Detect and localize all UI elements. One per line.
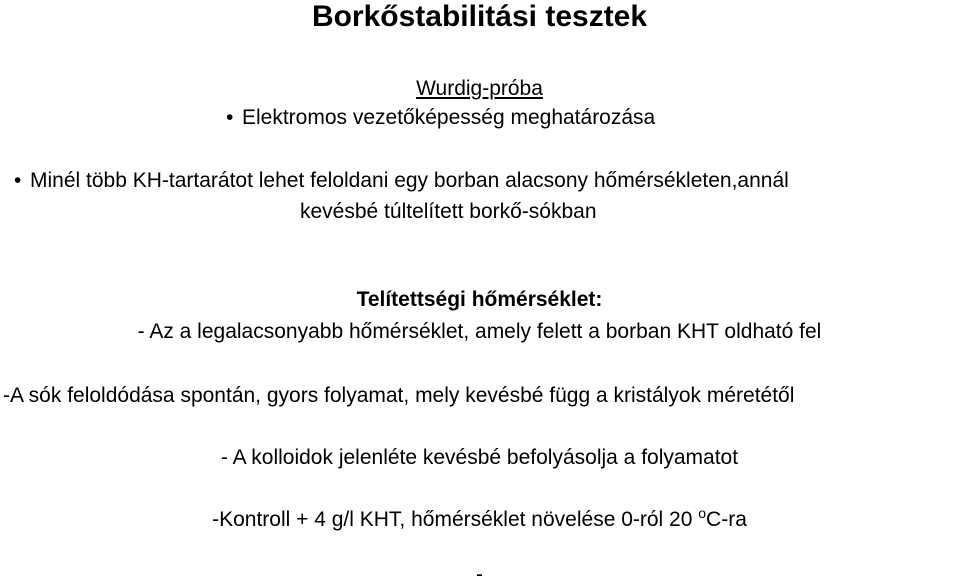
trailing-dash: - xyxy=(476,563,483,586)
text-line: -A sók feloldódása spontán, gyors folyamat, mely kevésbé függ a kristályok méretétől xyxy=(3,384,795,407)
bullet-item xyxy=(14,170,789,191)
section-heading: Telítettségi hőmérséklet: xyxy=(356,288,603,311)
bullet-icon: • xyxy=(14,169,22,192)
subtitle: Wurdig-próba xyxy=(416,77,543,100)
kontroll-prefix: -Kontroll + 4 g/l KHT, hőmérséklet növelése 0-ról 20 xyxy=(212,508,699,531)
bullet-continuation: kevésbé túltelített borkő-sókban xyxy=(300,200,597,223)
bullet-text: Elektromos vezetőképesség meghatározása xyxy=(242,106,656,129)
bullet-icon: • xyxy=(226,106,234,129)
page-title: Borkőstabilitási tesztek xyxy=(311,0,648,33)
kontroll-suffix: C-ra xyxy=(706,508,747,531)
degree-superscript: o xyxy=(698,505,707,521)
bullet-text: Minél több KH-tartarátot lehet feloldani egy borban alacsony hőmérsékleten,annál xyxy=(30,169,789,192)
bullet-item xyxy=(226,107,655,128)
text-line: - Az a legalacsonyabb hőmérséklet, amely felett a borban KHT oldható fel xyxy=(137,320,822,343)
kontroll-line xyxy=(0,505,959,531)
text-line: - A kolloidok jelenléte kevésbé befolyásolja a folyamatot xyxy=(220,446,739,469)
